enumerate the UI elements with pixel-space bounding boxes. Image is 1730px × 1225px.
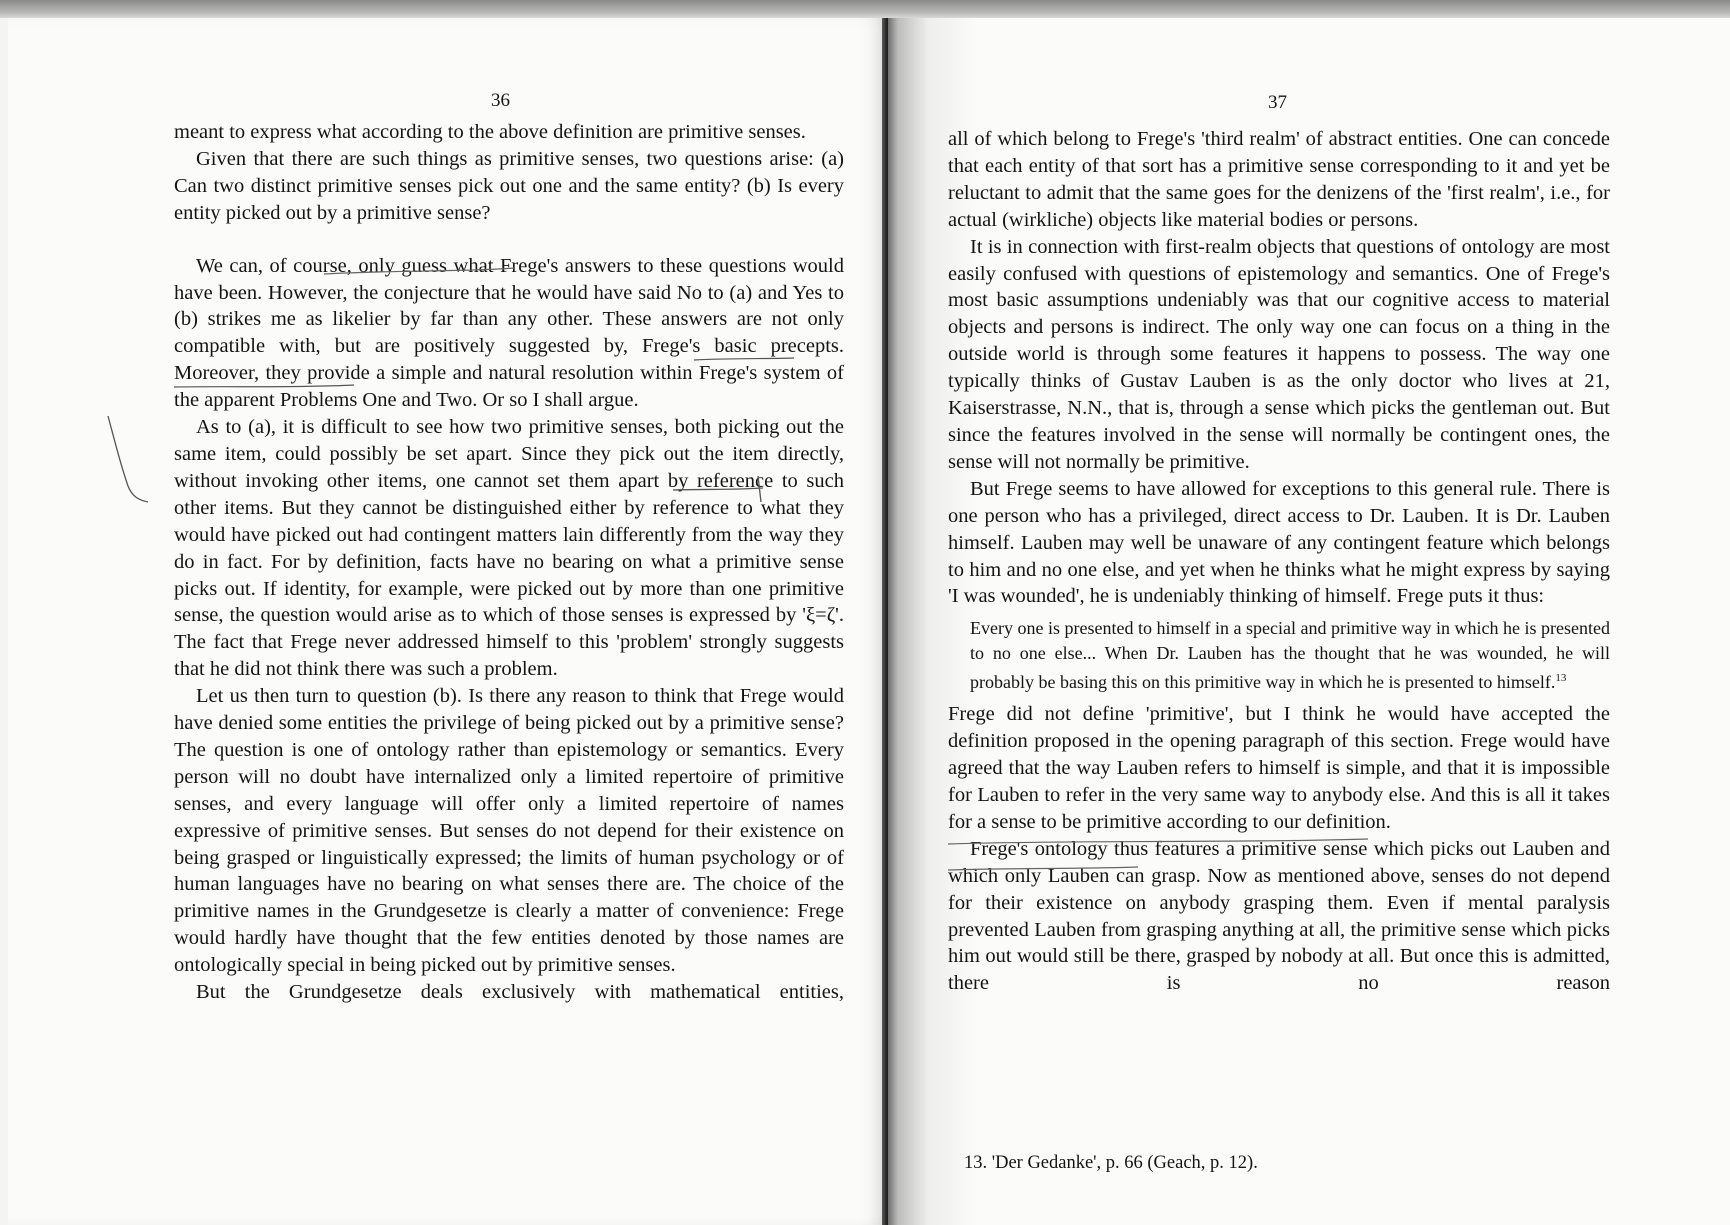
block-quote [970,616,1610,695]
left-paragraph: As to (a), it is difficult to see how two primitive senses, both picking out the same item, could possibly be set apart. Since they pick out the item directly, without invoking other items, one cannot set them apart by reference to such other items. But they cannot be distinguished either by reference to what they would have picked out had contingent matters lain differently from the way they do in fact. For by definition, facts have no bearing on what a primitive sense picks out. If identity, for example, were picked out by more than one primitive sense, the question would arise as to which of those senses is expressed by 'ξ=ζ'. The fact that Frege never addressed himself to this 'problem' strongly suggests that he did not think there was such a problem. [174,416,844,681]
right-paragraph: Frege's ontology thus features a primitive sense which picks out Lauben and which only Lauben can grasp. Now as mentioned above, senses do not depend for their existence on anybody grasping them. Even if mental paralysis prevented Lauben from grasping anything at all, the primitive sense which picks him out would still be there, grasped by nobody at all. But once this is admitted, there is no reason [948,837,1610,995]
left-page-number: 36 [491,90,510,111]
right-page-body [948,126,1610,997]
margin-pencil-mark [100,408,160,518]
left-paragraph: But the Grundgesetze deals exclusively with mathematical entities, [196,981,844,1004]
right-paragraph: all of which belong to Frege's 'third realm' of abstract entities. One can concede that each entity of that sort has a primitive sense corresponding to it and yet be reluctant to admit that the same goes for the denizens of the 'first realm', i.e., for actual (wirkliche) objects like material bodies or persons. [948,128,1610,231]
left-paragraph: meant to express what according to the above definition are primitive senses. [174,121,806,143]
left-page [8,18,888,1225]
quote-text: Every one is presented to himself in a special and primitive way in which he is presented to no one else... When Dr. Lauben has the thought that he was wounded, he will probably be basing this on this primitive way in which he is presented to himself. [970,618,1610,693]
right-page-number: 37 [1268,92,1287,113]
left-page-body [174,119,844,1006]
footnote-reference: 13 [1555,672,1567,685]
book-spread [0,18,1730,1225]
right-page [888,18,1730,1225]
right-paragraph: But Frege seems to have allowed for exceptions to this general rule. There is one person who has a privileged, direct access to Dr. Lauben. It is Dr. Lauben himself. Lauben may well be unaware of any contingent feature which belongs to him and no one else, and yet when he thinks what he might express by saying 'I was wounded', he is undeniably thinking of himself. Frege puts it thus: [948,477,1610,608]
left-paragraph: Let us then turn to question (b). Is there any reason to think that Frege would have denied some entities the privilege of being picked out by a primitive sense? The question is one of ontology rather than epistemology or semantics. Every person will no doubt have internalized only a limited repertoire of primitive senses, and every language will offer only a limited repertoire of names expressive of primitive senses. But senses do not depend for their existence on being grasped or linguistically expressed; the limits of human psychology or of human languages have no bearing on what senses there are. The choice of the primitive names in the Grundgesetze is clearly a matter of convenience: Frege would hardly have thought that the few entities denoted by those names are ontologically special in being picked out by primitive senses. [174,685,844,977]
right-paragraph: It is in connection with first-realm objects that questions of ontology are most easily confused with questions of epistemology and semantics. One of Frege's most basic assumptions undeniably was that our cognitive access to material objects and persons is indirect. The only way one can focus on a thing in the outside world is through some features it happens to possess. The way one typically thinks of Gustav Lauben is as the only doctor who lives at 21, Kaiserstrasse, N.N., that is, through a sense which picks the gentleman out. But since the features involved in the sense will normally be contingent ones, the sense will not normally be primitive. [948,235,1610,473]
left-paragraph: Given that there are such things as primitive senses, two questions arise: (a) Can two distinct primitive senses pick out one and the same entity? (b) Is every entity picked out by a primitive sense? [174,147,844,224]
footnote: 13. 'Der Gedanke', p. 66 (Geach, p. 12). [964,1153,1258,1173]
scanner-top-edge [0,0,1730,18]
right-paragraph: Frege did not define 'primitive', but I think he would have accepted the definition proposed in the opening paragraph of this section. Frege would have agreed that the way Lauben refers to himself is simple, and that it is impossible for Lauben to refer in the very same way to anybody else. And this is all it takes for a sense to be primitive according to our definition. [948,703,1610,833]
left-paragraph: We can, of course, only guess what Frege's answers to these questions would have been. However, the conjecture that he would have said No to (a) and Yes to (b) strikes me as likelier by far than any other. These answers are not only compatible with, but are positively suggested by, Frege's basic precepts. Moreover, they provide a simple and natural resolution within Frege's system of the apparent Problems One and Two. Or so I shall argue. [174,254,844,412]
